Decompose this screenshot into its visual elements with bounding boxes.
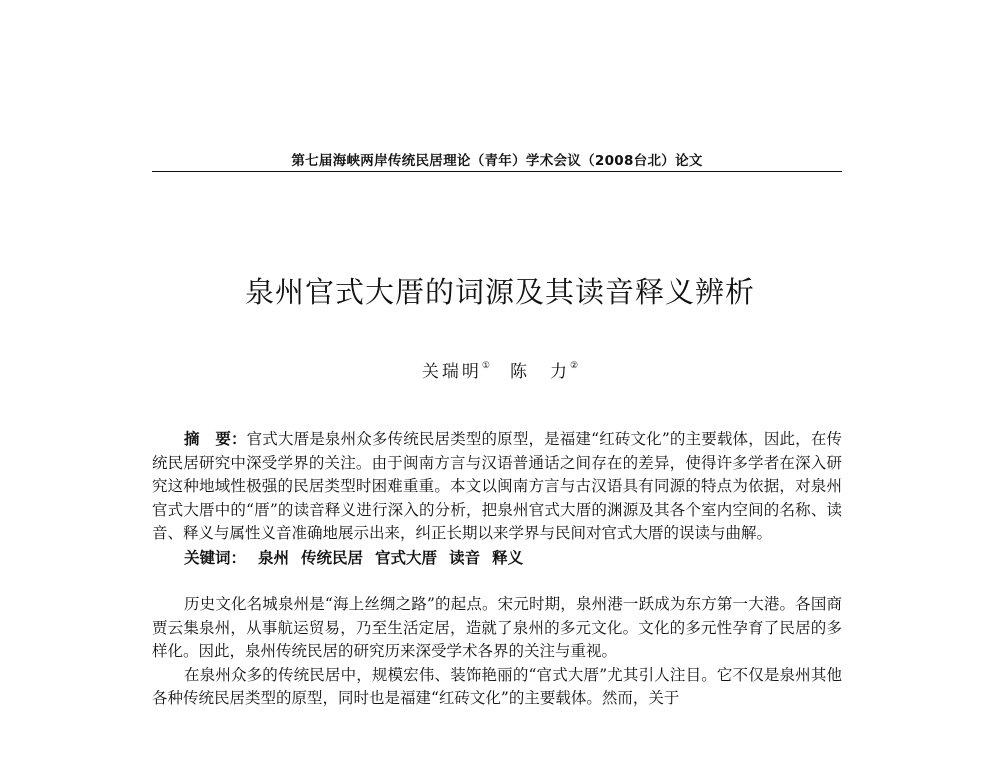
abstract-label: 摘 要： bbox=[184, 429, 247, 448]
body-paragraph: 在泉州众多的传统民居中，规模宏伟、装饰艳丽的“官式大厝”尤其引人注目。它不仅是泉州其他各种传统民居类型的原型，同时也是福建“红砖文化”的主要载体。然而，关于 bbox=[152, 665, 842, 707]
author-line bbox=[0, 357, 1000, 382]
keyword: 泉州 bbox=[258, 547, 290, 567]
abstract-text: 官式大厝是泉州众多传统民居类型的原型，是福建“红砖文化”的主要载体，因此，在传统民居研究中深受学界的关注。由于闽南方言与汉语普通话之间存在的差异，使得许多学者在深入研究这种地域性极强的民居类型时困难重重。本文以闽南方言与古汉语具有同源的特点为依据，对泉州官式大厝中的“厝”的读音释义进行深入的分析，把泉州官式大厝的渊源及其各个室内空间的名称、读音、释义与属性义音准确地展示出来，纠正长期以来学界与民间对官式大厝的误读与曲解。 bbox=[152, 430, 842, 542]
keyword: 官式大厝 bbox=[375, 547, 438, 567]
keyword: 传统民居 bbox=[301, 547, 364, 567]
keywords bbox=[152, 546, 842, 571]
keyword: 读音 bbox=[449, 547, 481, 567]
article-body bbox=[152, 427, 842, 711]
article-title: 泉州官式大厝的词源及其读音释义辨析 bbox=[244, 275, 755, 309]
author-footnote-mark: ① bbox=[481, 361, 490, 372]
author-footnote-mark: ② bbox=[570, 361, 579, 372]
header-rule bbox=[152, 171, 842, 172]
author-name: 陈 bbox=[510, 362, 530, 382]
abstract bbox=[152, 427, 842, 546]
author-name: 力 bbox=[550, 362, 570, 382]
author-name: 关瑞明 bbox=[421, 362, 482, 382]
body-paragraph: 历史文化名城泉州是“海上丝绸之路”的起点。宋元时期，泉州港一跃成为东方第一大港。各国商贾云集泉州，从事航运贸易，乃至生活定居，造就了泉州的多元文化。文化的多元性孕育了民居的多样化。因此，泉州传统民居的研究历来深受学术各界的关注与重视。 bbox=[152, 595, 842, 660]
keyword: 释义 bbox=[492, 547, 524, 567]
running-head: 第七届海峡两岸传统民居理论（青年）学术会议（2008台北）论文 bbox=[291, 153, 703, 169]
keywords-label: 关键词： bbox=[184, 547, 247, 567]
